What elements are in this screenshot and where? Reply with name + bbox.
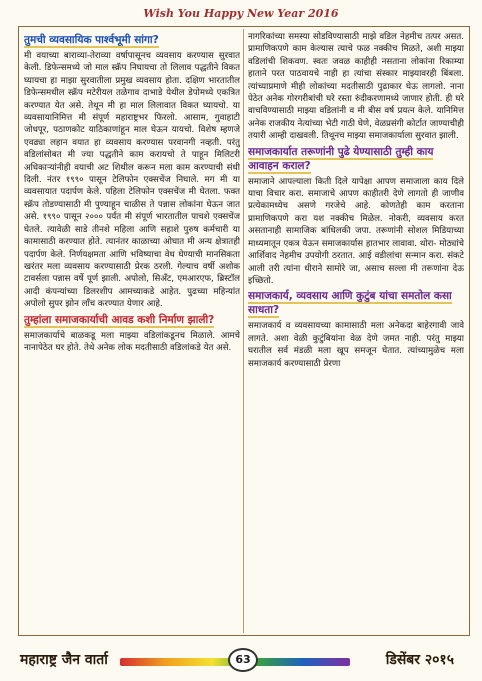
heading-text: तुमची व्यवसायिक पार्श्वभूमी सांगा? — [24, 34, 159, 46]
answer-paragraph-youth-appeal: समाजाने आपल्याला किती दिले यापेक्षा आपण समाजाला काय दिले याचा विचार करा. समाजाचे आपण काहीतरी देणे लागतो ही जाणीव प्रत्येकामध्येच असणे गरजेचे आहे. कोणतेही काम करताना प्रामाणिकपणे करा यश नक्कीच मिळेल. नोकरी, व्यवसाय करत असतानाही सामाजिक बांधिलकी जपा. तरूणांनी सोशल मिडियाच्या माध्यमातून एकत्र येऊन समाजकार्यास हातभार लावावा. थोरा- मोठ्यांचे आर्शिवाद नेहमीच उपयोगी ठरतात. आई वडीलांचा सन्मान करा. संकटे आली तरी त्यांना धीराने सामोरे जा, असाच सल्ला मी तरूणांना देऊ इच्छितो. — [248, 176, 464, 286]
page-number: 63 — [228, 648, 258, 672]
answer-paragraph-balance: समाजकार्य व व्यवसायच्या कामासाठी मला अनेकदा बाहेरगावी जावे लागते. अशा वेळी कुटुंबियांना वेळ देणे जमत नाही. परंतु माझ्या घरातील सर्व मंडळी मला खूप समजून घेतात. त्यांच्यामुळेच मला समाजकार्य करण्यासाठी प्रेरणा — [248, 321, 464, 369]
question-heading-social-work — [24, 313, 240, 327]
question-heading-background — [24, 33, 240, 47]
heading-text: तुम्हांला समाजकार्याची आवड कशी निर्माण झाली? — [24, 313, 215, 326]
answer-paragraph-continued: नागरिकांच्या समस्या सोडविण्यासाठी माझे वडिल नेहमीच तत्पर असत. प्रामाणिकपणे काम केल्यास त्याचे फळ नक्कीच मिळते, अशी माझ्या वडिलांची शिकवण. स्वतः जवळ काहीही नसताना लोकांना रिकाम्या हाताने परत पाठवायचे नाही हा त्यांचा संस्कार माझ्यावरही बिंबला. त्यांच्याप्रमाणे मीही लोकांच्या मदतीसाठी पुढाकार घेऊ लागलो. नाना पेठेत अनेक गोरगरीबांची घरे रस्ता रुंदीकरणामध्ये जाणार होती. ही घरे वाचविण्यासाठी माझ्या वडिलांनी व मी बीस वर्ष प्रयत्न केले. यानिमित्त अनेक राजकीय नेत्यांच्या भेटी गाठी घेणे, वेळप्रसंगी कोर्टात जाण्याचीही तयारी आम्ही दाखवली. तिथूनच माझ्या समाजकार्याला सुरवात झाली. — [248, 32, 464, 142]
question-heading-balance — [248, 289, 464, 317]
issue-date: डिसेंबर २०१५ — [385, 652, 454, 668]
new-year-banner: Wish You Happy New Year 2016 — [143, 7, 339, 20]
heading-text: समाजकार्यात तरूणांनी पुढे येण्यासाठी तुम्ही काय आवाहन कराल? — [248, 145, 434, 172]
page-footer — [0, 640, 482, 681]
right-column — [248, 31, 464, 631]
article-page — [18, 26, 470, 636]
magazine-title: महाराष्ट्र जैन वार्ता — [20, 652, 108, 668]
answer-paragraph-background: मी वयाच्या बाराव्या-तेराव्या वर्षापासूनच व्यवसाय करण्यास सुरवात केली. डिफेन्समध्ये जो माल स्क्रॅप निघायचा तो लिलाव पद्धतीने विकत घ्यायचा हा माझा सुरवातीला प्रमुख व्यवसाय होता. दक्षिण भारतातील डिफेन्समधील स्क्रॅप मटेरीयल तळेगाव दाभाडे येथील डेपोमध्ये एकत्रित करण्यात येत असे. तेथून मी हा माल लिलावात विकत घ्यायचो. या व्यवसायानिमित्त मी संपूर्ण महाराष्ट्रभर फिरलो. आसाम, गुवाहाटी जोधपूर, पठाणकोट याठिकाणांहून माल घेऊन यायचो. विशेष म्हणजे एवढ्या लहान वयात हा व्यवसाय करण्यास परवानगी नव्हती. परंतु वडिलांसोबत मी ज्या पद्धतीने काम करायचो ते पाहून मिलिटरी अधिकाऱ्यांनीही वयाची अट शिथील करून मला काम करण्याची संधी दिली. नंतर १९९० पासून टेलिफोन एक्सचेंज निघाले. मग मी या व्यवसायात पदार्पण केले. पहिला टेलिफोन एक्सचेंज मी घेतला. फक्त स्क्रॅप तोडण्यासाठी मी पुण्याहून चाळीस ते पन्नास लोकांना घेऊन जात असे. १९९० पासून २००० पर्यंत मी संपूर्ण भारतातील पाचशे एक्सचेंज घेतले. त्यावेळी साडे तीनशे महिला आणि सहाशे पुरुष कर्मचारी या कामासाठी करण्यात होते. त्यानंतर काळाच्या ओघात मी अन्य क्षेत्रातही पदार्पण केले. निर्णयक्षमता आणि भविष्याचा वेध घेण्याची मानसिकता खरंतर मला व्यवसाय करण्यासाठी प्रेरक ठरली. गेल्याच वर्षी अशोक टावर्सला पन्नास वर्षे पूर्ण झाली. अपोलो, सिअँट, एमआरएफ, ब्रिस्टॉल आदी कंपन्यांच्या डिलरशीप आमच्याकडे आहेत. पुढच्या महिन्यांत अपोलो सुपर झोन लाँच करण्यात येणार आहे. — [24, 51, 240, 310]
column-divider — [243, 29, 244, 633]
left-column — [24, 31, 240, 631]
heading-text: समाजकार्य, व्यवसाय आणि कुटुंब यांचा समतोल कसा साधता? — [248, 290, 452, 317]
question-heading-youth-appeal — [248, 145, 464, 173]
answer-paragraph-social-work: समाजकार्याचे बाळकडू मला माझ्या वडिलांकडूनच मिळाले. आमचे नानापेठेत घर होते. तेथे अनेक लोक मदतीसाठी वडिलांकडे येत असे. — [24, 330, 240, 353]
